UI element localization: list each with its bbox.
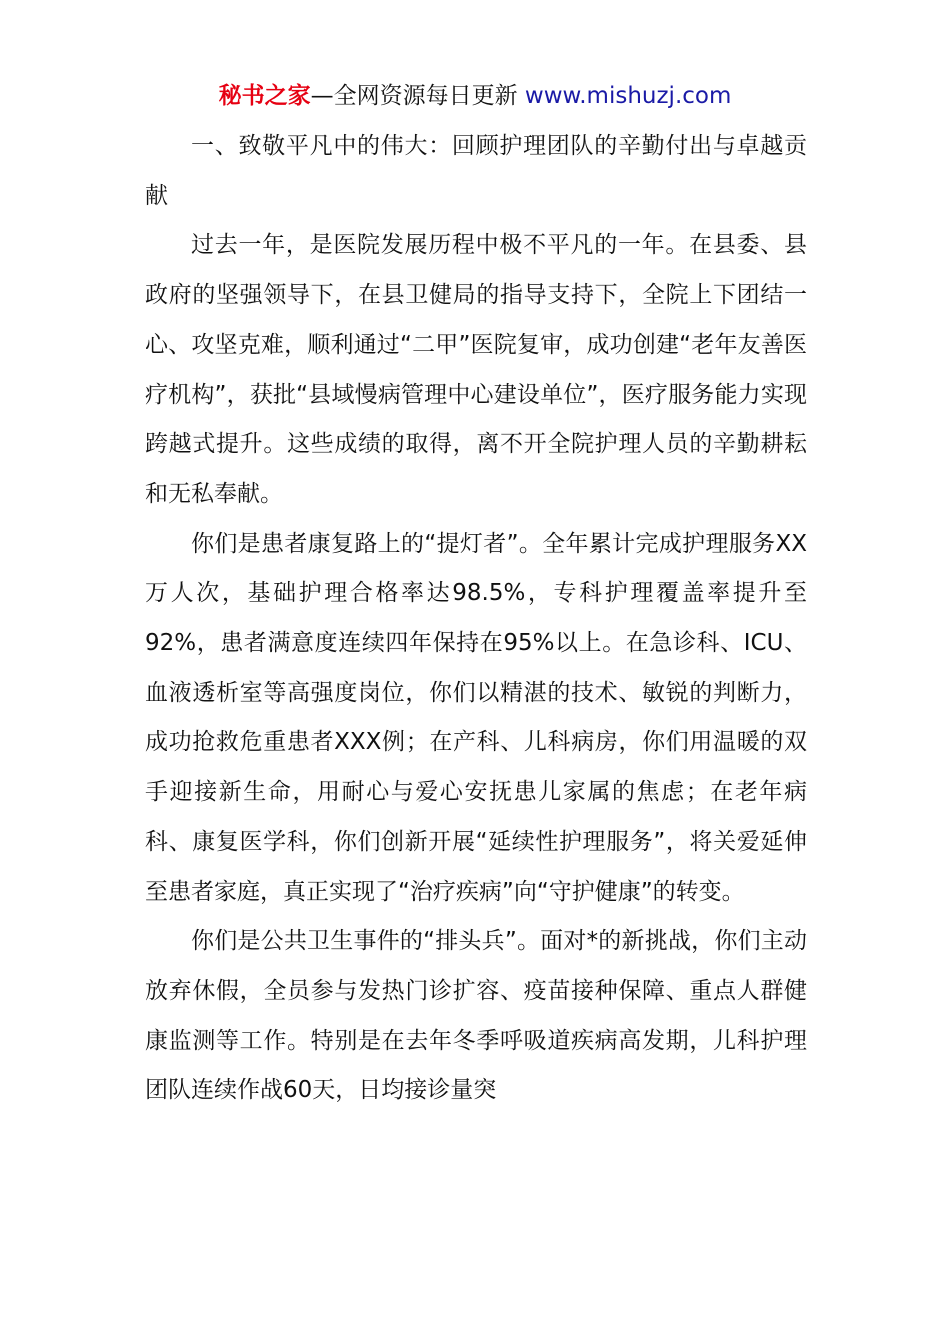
site-header <box>0 78 950 114</box>
paragraph-1: 过去一年，是医院发展历程中极不平凡的一年。在县委、县政府的坚强领导下，在县卫健局的指导支持下，全院上下团结一心、攻坚克难，顺利通过“二甲”医院复审，成功创建“老年友善医疗机构”，获批“县域慢病管理中心建设单位”，医疗服务能力实现跨越式提升。这些成绩的取得，离不开全院护理人员的辛勤耕耘和无私奉献。 <box>145 232 807 507</box>
header-tagline: —全网资源每日更新 <box>310 83 518 109</box>
brand-name: 秘书之家 <box>218 83 311 109</box>
section-heading: 一、致敬平凡中的伟大：回顾护理团队的辛勤付出与卓越贡献 <box>145 133 807 209</box>
paragraph-3: 你们是公共卫生事件的“排头兵”。面对*的新挑战，你们主动放弃休假，全员参与发热门诊扩容、疫苗接种保障、重点人群健康监测等工作。特别是在去年冬季呼吸道疾病高发期，儿科护理团队连续作战60天，日均接诊量突 <box>145 928 807 1104</box>
document-body <box>145 122 807 1116</box>
site-url[interactable]: www.mishuzj.com <box>524 83 732 109</box>
paragraph-2: 你们是患者康复路上的“提灯者”。全年累计完成护理服务XX万人次，基础护理合格率达98.5%，专科护理覆盖率提升至92%，患者满意度连续四年保持在95%以上。在急诊科、ICU、血液透析室等高强度岗位，你们以精湛的技术、敏锐的判断力，成功抢救危重患者XXX例；在产科、儿科病房，你们用温暖的双手迎接新生命，用耐心与爱心安抚患儿家属的焦虑；在老年病科、康复医学科，你们创新开展“延续性护理服务”，将关爱延伸至患者家庭，真正实现了“治疗疾病”向“守护健康”的转变。 <box>145 530 807 905</box>
